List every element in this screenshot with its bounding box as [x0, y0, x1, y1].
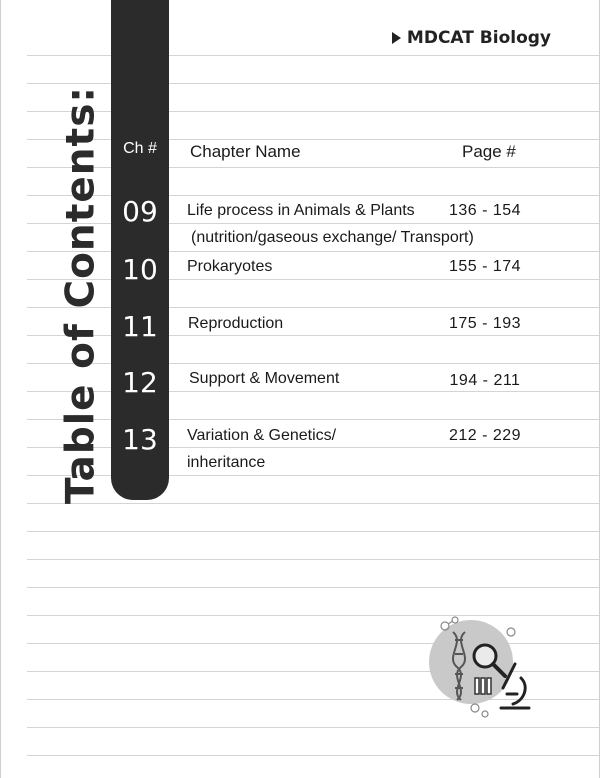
rule-line — [27, 503, 600, 504]
biology-illustration — [425, 612, 545, 722]
chapter-name-column-header: Chapter Name — [190, 142, 301, 161]
page-range: 194 - 211 — [449, 372, 521, 389]
page-range: 155 - 174 — [448, 258, 522, 275]
rule-line — [27, 531, 600, 532]
subject-label: MDCAT Biology — [406, 28, 551, 48]
play-triangle-icon — [392, 32, 401, 44]
chapter-name: Life process in Animals & Plants — [187, 202, 415, 219]
rule-line — [27, 755, 600, 756]
page-range: 212 - 229 — [448, 427, 522, 444]
table-of-contents-title: Table of Contents: — [58, 85, 104, 505]
test-tubes-icon — [475, 678, 491, 694]
chapter-name-continued: (nutrition/gaseous exchange/ Transport) — [191, 229, 474, 246]
subject-badge — [392, 28, 551, 48]
page-range: 175 - 193 — [448, 315, 522, 332]
chapter-column-header: Ch # — [123, 140, 157, 157]
chapter-name: Variation & Genetics/ — [187, 427, 337, 444]
page-column-header: Page # — [462, 142, 516, 161]
chapter-name: Prokaryotes — [187, 258, 273, 275]
rule-line — [27, 559, 600, 560]
chapter-number: 11 — [122, 310, 158, 343]
page-range: 136 - 154 — [448, 202, 522, 219]
chapter-name-continued: inheritance — [187, 454, 266, 471]
chapter-number: 13 — [122, 423, 158, 456]
illustration-background — [429, 620, 513, 704]
rule-line — [27, 727, 600, 728]
rule-line — [27, 587, 600, 588]
chapter-name: Support & Movement — [189, 370, 340, 387]
chapter-number: 10 — [122, 253, 158, 286]
chapter-number: 12 — [122, 366, 158, 399]
chapter-name: Reproduction — [188, 315, 284, 332]
chapter-number: 09 — [122, 195, 158, 228]
